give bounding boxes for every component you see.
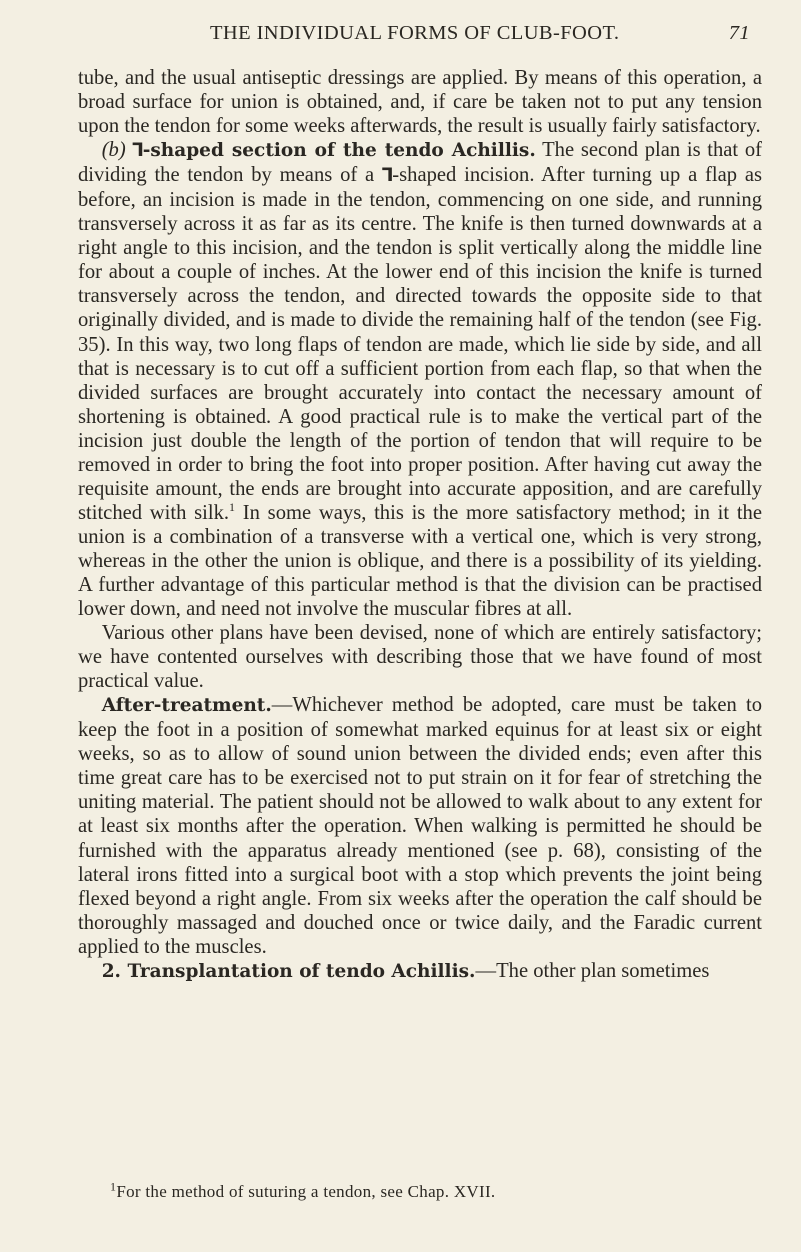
paragraph-transplantation: 2. Transplantation of tendo Achillis.—The other plan sometimes xyxy=(101,959,710,982)
running-header xyxy=(210,22,750,45)
section-heading: ⅂-shaped section of the tendo Achillis. xyxy=(132,140,536,162)
running-title: THE INDIVIDUAL FORMS OF CLUB-FOOT. xyxy=(210,22,620,44)
paragraph-other-plans: Various other plans have been devised, none of which are entirely satisfactory; we have contented ourselves with describing those that we have found of most practical value. xyxy=(78,622,762,693)
footnote-reference: 1 xyxy=(229,499,236,514)
page-number: 71 xyxy=(728,22,750,44)
section-heading: After-treatment. xyxy=(101,695,272,717)
l-shape-glyph: ⅂ xyxy=(381,165,393,187)
item-label: (b) xyxy=(101,139,126,162)
body-text xyxy=(78,66,762,984)
section-heading: 2. Transplantation of tendo Achillis. xyxy=(101,960,476,982)
paragraph-continued: tube, and the usual antiseptic dressings are applied. By means of this operation, a broad surface for union is obtained, and, if care be taken not to put any tension upon the tendon for some weeks afterwards, the result is usually fairly satisfactory. xyxy=(78,67,762,138)
paragraph-after-treatment: After-treatment.—Whichever method be adopted, care must be taken to keep the foot in a position of somewhat marked equinus for at least six or eight weeks, so as to allow of sound union between the divided ends; even after this time great care has to be exercised not to put strain on it for fear of stretching the uniting material. The patient should not be allowed to walk about to any extent for at least six months after the operation. When walking is permitted he should be furnished with the apparatus already mentioned (see p. 68), consisting of the lateral irons fitted into a surgical boot with a stop which prevents the joint being flexed beyond a right angle. From six weeks after the operation the calf should be thoroughly massaged and douched once or twice daily, and the Faradic current applied to the muscles. xyxy=(78,694,762,958)
footnote xyxy=(110,1179,750,1202)
footnote-text: For the method of suturing a tendon, see Chap. XVII. xyxy=(116,1182,496,1201)
footnote-marker: 1 xyxy=(110,1179,117,1194)
paragraph-l-shaped-section: (b) ⅂-shaped section of the tendo Achillis. The second plan is that of dividing the tendon by means of a ⅂-shaped incision. After turning up a flap as before, an incision is made in the tendon, commencing on one side, and running transversely across it as far as its centre. The knife is then turned downwards at a right angle to this incision, and the tendon is split vertically along the middle line for about a couple of inches. At the lower end of this incision the knife is turned transversely across the tendon, and directed towards the opposite side to that originally divided, and is made to divide the remaining half of the tendon (see Fig. 35). In this way, two long flaps of tendon are made, which lie side by side, and all that is necessary is to cut off a sufficient portion from each flap, so that when the divided surfaces are brought accurately into contact the necessary amount of shortening is obtained. A good practical rule is to make the vertical part of the incision just double the length of the portion of tendon that will require to be removed in order to bring the foot into proper position. After having cut away the requisite amount, the ends are brought into accurate apposition, and are carefully stitched with silk.$^1$ In some ways, this is the more satisfactory method; in it the union is a combination of a transverse with a vertical one, which is very strong, whereas in the other the union is oblique, and there is a possibility of its yielding. A further advantage of this particular method is that the division can be practised lower down, and need not involve the muscular fibres at all. xyxy=(78,139,763,621)
